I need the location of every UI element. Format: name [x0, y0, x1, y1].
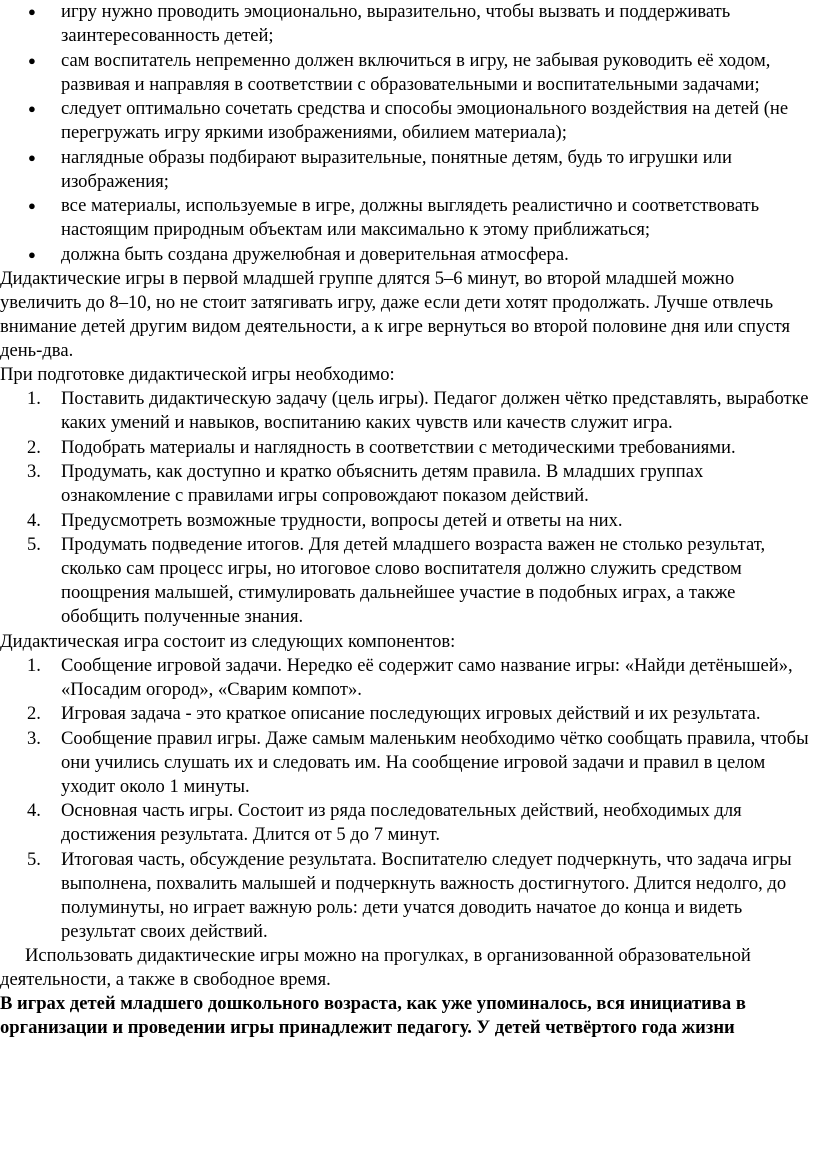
bullet-item: ● игру нужно проводить эмоционально, выразительно, чтобы вызвать и поддерживать заинтересованность детей; [28, 1, 731, 46]
bullet-icon: ● [28, 101, 36, 116]
prep-heading: При подготовке дидактической игры необходимо: [0, 364, 395, 385]
paragraph-duration: Дидактические игры в первой младшей группе длятся 5–6 минут, во второй младшей можно увеличить до 8–10, но не стоит затягивать игру, даже если дети хотят продолжать. Лучше отвлечь внимание детей другим видом деятельности, а к игре вернуться во второй половине дня или спустя день-два. [0, 268, 791, 361]
component-item: 3. Сообщение правил игры. Даже самым маленьким необходимо чётко сообщать правила, чтобы они учились слушать их и следовать им. На сообщение игровой задачи и правил в целом уходит около 1 минуты. [27, 727, 809, 797]
bullet-icon: ● [28, 4, 36, 19]
bullet-item: ● все материалы, используемые в игре, должны выглядеть реалистично и соответствовать настоящим природным объектам или максимально к этому приближаться; [28, 195, 760, 240]
prep-step: 4. Предусмотреть возможные трудности, вопросы детей и ответы на них. [27, 509, 623, 531]
components-heading: Дидактическая игра состоит из следующих компонентов: [0, 630, 456, 652]
prep-step: 2. Подобрать материалы и наглядность в соответствии с методическими требованиями. [27, 436, 736, 458]
requirements-bullet-list [0, 0, 812, 267]
prep-step: 1. Поставить дидактическую задачу (цель игры). Педагог должен чётко представлять, выработке каких умений и навыков, воспитанию каких чувств или качеств служит игра. [27, 388, 809, 433]
prep-step: 5. Продумать подведение итогов. Для детей младшего возраста важен не столько результат, сколько сам процесс игры, но итоговое слово воспитателя должно служить средством поощрения малышей, стимулировать дальнейшее участие в подобных играх, а также обобщить полученные знания. [27, 534, 766, 627]
bullet-icon: ● [28, 246, 36, 262]
component-item: 4. Основная часть игры. Состоит из ряда последовательных действий, необходимых для достижения результата. Длится от 5 до 7 минут. [27, 800, 742, 845]
prep-step: 3. Продумать, как доступно и кратко объяснить детям правила. В младших группах ознакомление с правилами игры сопровождают показом действий. [27, 461, 704, 506]
component-item: 1. Сообщение игровой задачи. Нередко её содержит само название игры: «Найди детёнышей», «Посадим огород», «Сварим компот». [27, 654, 793, 700]
prep-steps-list [0, 387, 812, 629]
bullet-icon: ● [28, 52, 36, 68]
bullet-icon: ● [28, 149, 36, 165]
component-item: 2. Игровая задача - это краткое описание последующих игровых действий и их результата. [27, 703, 761, 724]
component-item: 5. Итоговая часть, обсуждение результата. Воспитателю следует подчеркнуть, что задача игры выполнена, похвалить малышей и подчеркнуть важность достигнутого. Длится недолго, до полуминуты, но играет важную роль: дети учатся доводить начатое до конца и видеть результат своих действий. [27, 848, 792, 942]
bullet-item: ● должна быть создана дружелюбная и доверительная атмосфера. [28, 243, 569, 265]
bullet-item: ● следует оптимально сочетать средства и способы эмоционального воздействия на детей (не перегружать игру яркими изображениями, обилием материала); [28, 98, 789, 143]
bullet-item: ● наглядные образы подбирают выразительные, понятные детям, будь то игрушки или изображения; [28, 146, 732, 192]
components-list [0, 654, 812, 944]
paragraph-usage: Использовать дидактические игры можно на прогулках, в организованной образовательной деятельности, а также в свободное время. [0, 945, 751, 990]
bullet-icon: ● [28, 198, 36, 213]
paragraph-bold: В играх детей младшего дошкольного возраста, как уже упоминалось, вся инициатива в организации и проведении игры принадлежит педагогу. У детей четвёртого года жизни [0, 993, 746, 1038]
bullet-item: ● сам воспитатель непременно должен включиться в игру, не забывая руководить её ходом, развивая и направляя в соответствии с образовательными и воспитательными задачами; [28, 49, 771, 95]
